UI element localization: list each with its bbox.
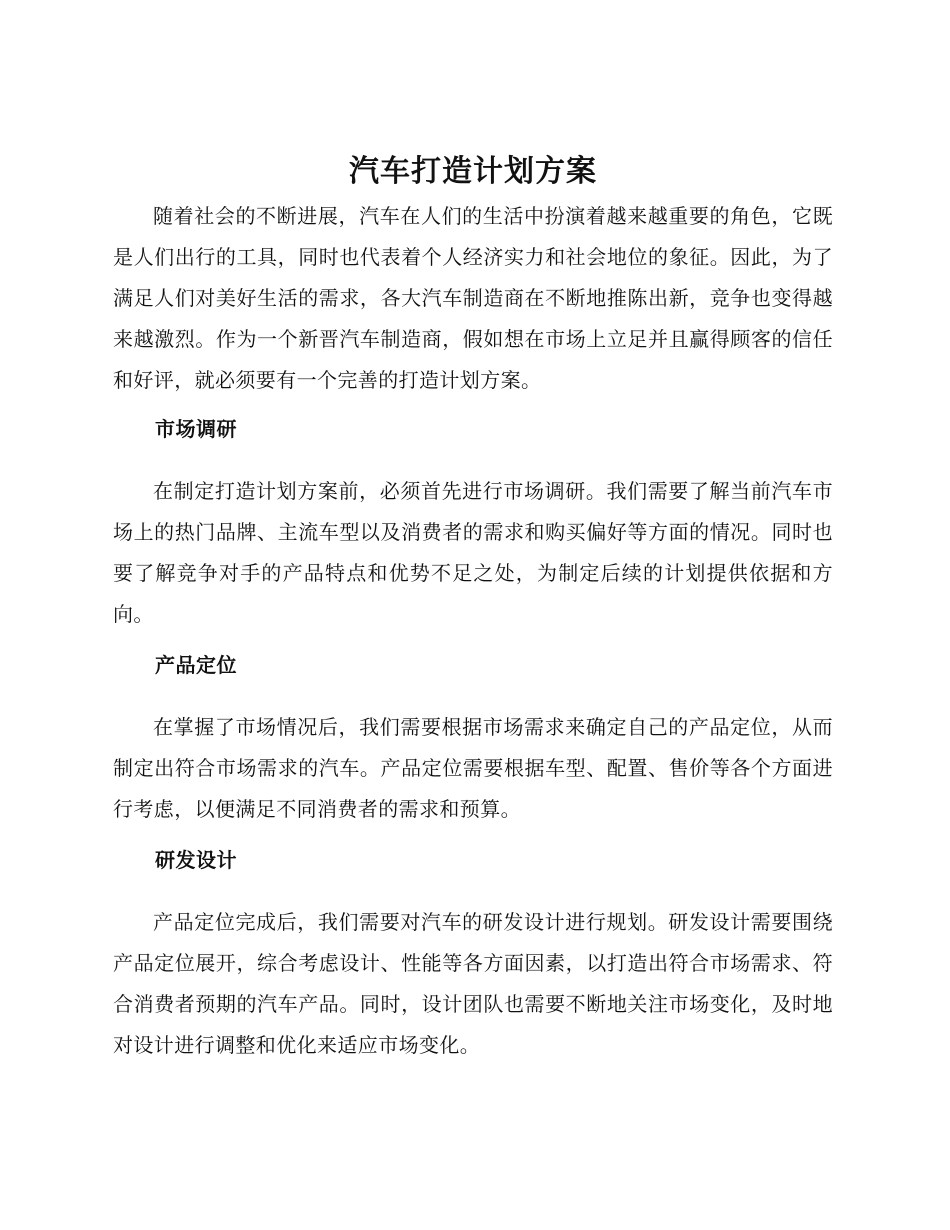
document-content [113,150,833,1066]
section-body-product-positioning: 在掌握了市场情况后，我们需要根据市场需求来确定自己的产品定位，从而制定出符合市场需求的汽车。产品定位需要根据车型、配置、售价等各个方面进行考虑，以便满足不同消费者的需求和预算。 [113,715,833,821]
document-title: 汽车打造计划方案 [349,154,597,189]
section-heading-product-positioning: 产品定位 [155,653,237,677]
section-heading-rd-design: 研发设计 [155,848,237,872]
section-body-market-research: 在制定打造计划方案前，必须首先进行市场调研。我们需要了解当前汽车市场上的热门品牌、主流车型以及消费者的需求和购买偏好等方面的情况。同时也要了解竞争对手的产品特点和优势不足之处，为制定后续的计划提供依据和方向。 [113,479,833,626]
section-body-rd-design: 产品定位完成后，我们需要对汽车的研发设计进行规划。研发设计需要围绕产品定位展开，综合考虑设计、性能等各方面因素，以打造出符合市场需求、符合消费者预期的汽车产品。同时，设计团队也需要不断地关注市场变化，及时地对设计进行调整和优化来适应市场变化。 [113,910,833,1057]
section-heading-market-research: 市场调研 [155,417,237,441]
intro-paragraph: 随着社会的不断进展，汽车在人们的生活中扮演着越来越重要的角色，它既是人们出行的工具，同时也代表着个人经济实力和社会地位的象征。因此，为了满足人们对美好生活的需求，各大汽车制造商在不断地推陈出新，竞争也变得越来越激烈。作为一个新晋汽车制造商，假如想在市场上立足并且赢得顾客的信任和好评，就必须要有一个完善的打造计划方案。 [113,204,833,392]
